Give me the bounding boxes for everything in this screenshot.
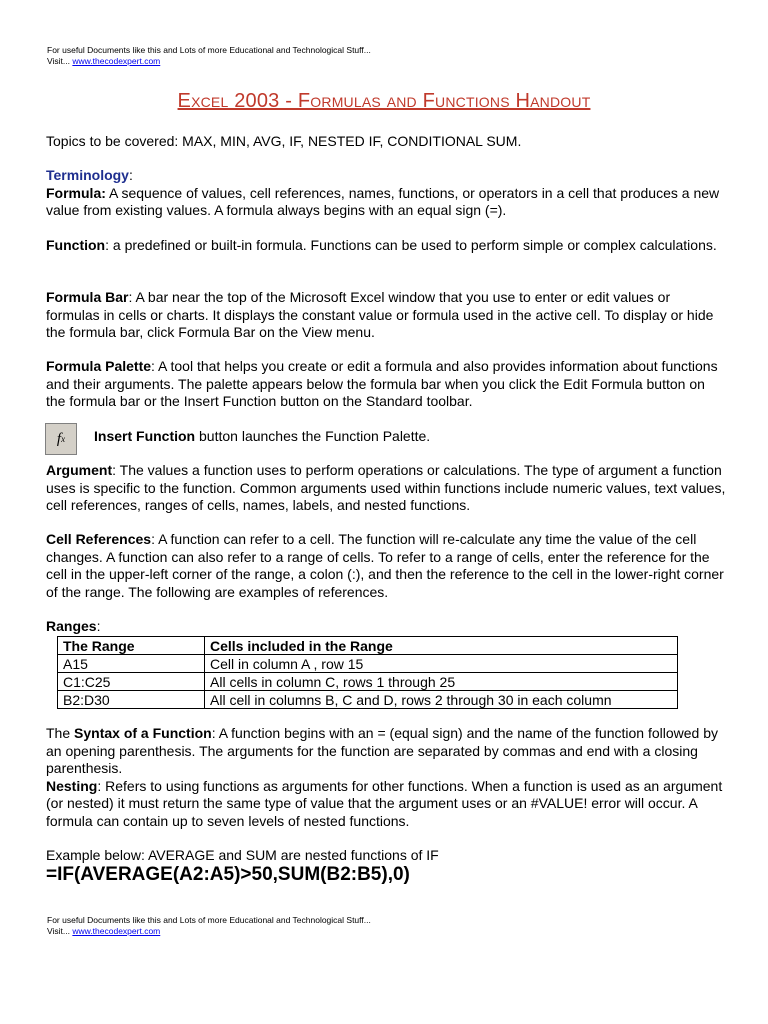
formula-bar-desc: : A bar near the top of the Microsoft Excel window that you use to enter or edit values or formulas in cells or charts. It displays the constant value or formula used in the active cell. To display or hide the formula bar, click Formula Bar on the View menu.	[46, 289, 714, 340]
terminology-colon: :	[128, 167, 133, 183]
fx-icon-label: f	[56, 430, 62, 447]
footer-visit-label: Visit...	[47, 926, 70, 936]
syntax-desc: : A function begins with an = (equal sign) and the name of the function followed by an opening parenthesis. The arguments for the function are separated by commas and end with a closing parenthesis.	[46, 725, 718, 776]
formula-palette-desc: : A tool that helps you create or edit a formula and also provides information about functions and their arguments. The palette appears below the formula bar when you click the Edit Formula button on the formula bar or the Insert Function button on the Standard toolbar.	[46, 358, 718, 409]
page-title: Excel 2003 - Formulas and Functions Handout	[177, 90, 591, 112]
table-row	[58, 691, 678, 709]
function-definition	[46, 237, 726, 255]
ranges-colon: :	[96, 618, 101, 634]
header-visit-line	[47, 56, 371, 67]
example-text: Example below: AVERAGE and SUM are nested functions of IF	[46, 847, 439, 863]
cell-references-desc: : A function can refer to a cell. The function will re-calculate any time the value of the cell changes. A function can also refer to a range of cells. To refer to a range of cells, enter the reference for the cell in the upper-left corner of the range, a colon (:), and then the reference to the cell in the lower-right corner of the range. The following are examples of references.	[46, 531, 724, 600]
syntax-term: Syntax of a Function	[74, 725, 212, 741]
header-link[interactable]: www.thecodexpert.com	[72, 56, 161, 66]
nesting-desc: : Refers to using functions as arguments for other functions. When a function is used as an argument (or nested) it must return the same type of value that the argument uses or an #VALUE! error will occur. A formula can contain up to seven levels of nested functions.	[46, 777, 723, 829]
bottom-footer	[47, 915, 371, 937]
table-cell: Cell in column A , row 15	[205, 655, 678, 673]
function-term: Function	[46, 237, 106, 253]
header-text: For useful Documents like this and Lots of more Educational and Technological Stuff...	[47, 45, 371, 55]
formula-term: Formula:	[46, 184, 106, 201]
terminology-heading: Terminology	[46, 167, 129, 183]
insert-function-term: Insert Function	[94, 428, 196, 444]
table-cell: All cell in columns B, C and D, rows 2 through 30 in each column	[205, 691, 678, 709]
header-visit-label: Visit...	[47, 56, 70, 66]
terminology-section	[46, 167, 726, 220]
table-cell: A15	[58, 655, 205, 673]
ranges-label: Ranges	[46, 618, 97, 634]
argument-desc: : The values a function uses to perform operations or calculations. The type of argument a function uses is specific to the function. Common arguments used within functions include numeric values, text values, cell references, ranges of cells, names, labels, and nested functions.	[46, 462, 726, 513]
table-row	[58, 655, 678, 673]
ranges-heading	[46, 618, 726, 636]
syntax-pre: The	[46, 725, 75, 741]
formula-palette-term: Formula Palette	[46, 358, 152, 374]
insert-function-line	[94, 428, 724, 446]
argument-definition	[46, 462, 726, 515]
argument-term: Argument	[46, 462, 113, 478]
insert-function-icon	[45, 423, 77, 455]
formula-desc: A sequence of values, cell references, names, functions, or operators in a cell that produces a new value from existing values. A formula always begins with an equal sign (=).	[46, 184, 720, 218]
formula-palette-definition	[46, 358, 726, 411]
table-header-cell: Cells included in the Range	[205, 637, 678, 655]
cell-references-definition	[46, 531, 726, 601]
nesting-term: Nesting	[46, 777, 98, 794]
table-header-cell: The Range	[58, 637, 205, 655]
syntax-definition	[46, 725, 726, 830]
table-row	[58, 673, 678, 691]
table-cell: B2:D30	[58, 691, 205, 709]
function-desc: : a predefined or built-in formula. Functions can be used to perform simple or complex calculations.	[105, 237, 717, 253]
table-header-row	[58, 637, 678, 655]
formula-bar-term: Formula Bar	[46, 289, 129, 305]
footer-link[interactable]: www.thecodexpert.com	[72, 926, 161, 936]
topics-line: Topics to be covered: MAX, MIN, AVG, IF, NESTED IF, CONDITIONAL SUM.	[46, 133, 522, 149]
footer-visit-line	[47, 926, 371, 937]
footer-text: For useful Documents like this and Lots of more Educational and Technological Stuff...	[47, 915, 371, 925]
cell-references-term: Cell References	[46, 531, 152, 547]
table-cell: C1:C25	[58, 673, 205, 691]
table-cell: All cells in column C, rows 1 through 25	[205, 673, 678, 691]
ranges-table	[57, 636, 678, 709]
fx-icon-sub: x	[61, 434, 66, 444]
example-formula: =IF(AVERAGE(A2:A5)>50,SUM(B2:B5),0)	[46, 864, 410, 885]
formula-bar-definition	[46, 289, 726, 342]
top-header	[47, 45, 371, 67]
insert-function-desc: button launches the Function Palette.	[195, 428, 431, 444]
